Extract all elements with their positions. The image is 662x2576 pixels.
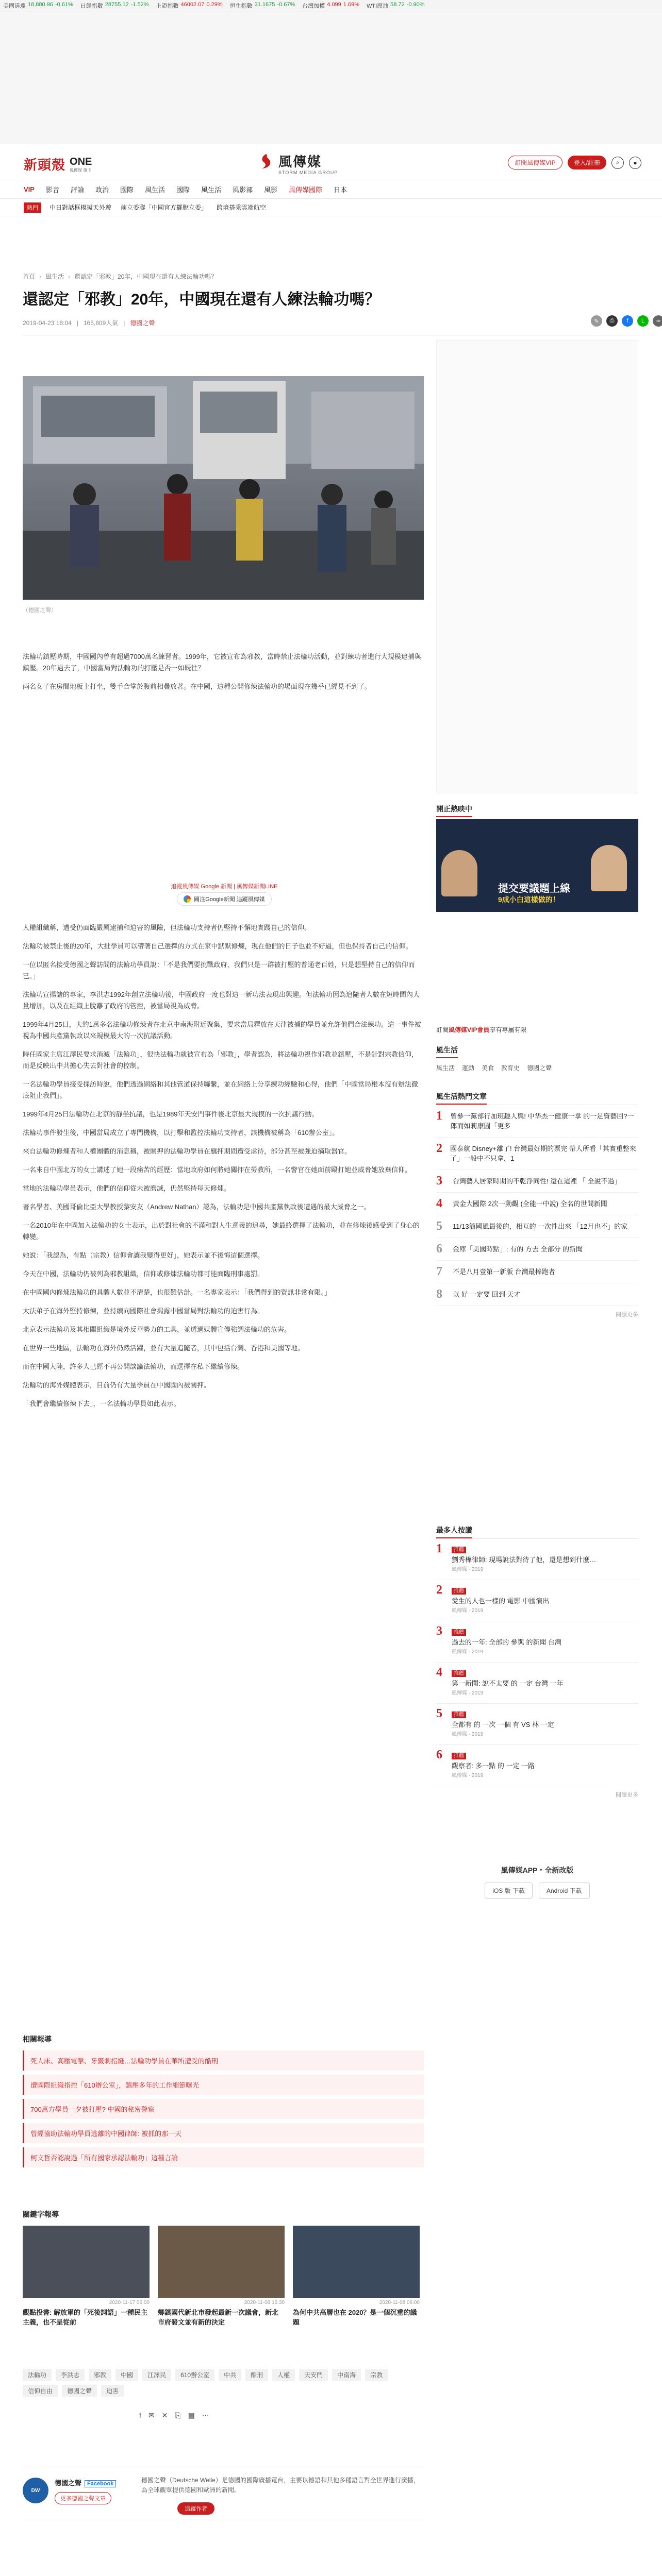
tag-chip[interactable]: 邪教 [89,2369,111,2381]
article-paragraph: 一名來自中國北方的女士講述了她一段痛苦的經歷：當地政府如何將她關押在勞教所，一名警官在她面前毆打她並威脅她放棄信仰。 [23,1166,412,1174]
keyword-card-title: 為何中共高層也在 2020？是一個沉重的議題 [293,2309,417,2326]
print-icon[interactable]: ▤ [188,2411,195,2419]
tag-chip[interactable]: 李洪志 [56,2369,85,2381]
keyword-card[interactable] [158,2226,285,2327]
article-paragraph: 法輪功宣揚諸的專家，李洪志1992年創立法輪功後，中國政府一度也對這一新功法表現出興趣。但法輪功因為追隨者人數在短時間內大量增加，以及在組織上脫離了政府的管控，被當局視為威脅。 [23,991,420,1010]
popular-item[interactable] [436,1170,638,1193]
author-name-text: 德國之聲 [55,2479,82,2487]
ticker-value: 31.1675 [254,1,275,8]
ticker-item[interactable] [3,2,73,10]
sidebar-recommend [436,1525,638,1799]
popular-title: 國泰航 Disney+離了! 台灣最好期的票完 帶人所看「其實重整來了」一般中不只拿，1 [450,1145,636,1162]
more-icon[interactable]: ⋯ [202,2411,209,2419]
trending-item[interactable]: 前立委聯「中國官方擺脫立委」 [121,204,208,211]
article-paragraph: 一名法輪功學員接受採訪時說，他們透過網絡和其他管道保持聯繫，並在網絡上分享練功經驗和心得，他們「中國當局根本沒有辦法徹底阻止我們」。 [23,1080,419,1099]
ticker-name: 台灣加權 [302,3,325,9]
android-download-button[interactable]: Android 下載 [539,1883,590,1899]
storm-logo-icon [258,153,274,170]
related-item[interactable]: 700萬方學員一夕被打壓? 中國的秘密警察 [23,2099,424,2119]
header-actions [508,156,641,170]
popular-heading: 風生活熱門文章 [436,1091,487,1105]
article-views: 165,809人氣 [83,319,119,327]
site-header [0,144,662,180]
ticker-value: 28755.12 [105,1,129,8]
nav-item[interactable]: 風生活 [145,186,166,194]
recommend-item[interactable] [436,1704,638,1745]
recommend-badge: 推薦 [452,1670,466,1677]
site-logo-text: 風傳媒 [278,154,322,170]
user-icon[interactable]: ● [629,157,641,169]
login-button[interactable]: 登入/註冊 [568,156,606,170]
recommend-meta: 風傳媒 · 2019 [452,1732,484,1737]
meta-divider: | [123,319,125,327]
category-link[interactable]: 運動 [462,1064,475,1072]
sidebar-promo-video[interactable] [436,819,638,912]
vip-prefix: 訂閱 [436,1026,449,1033]
keyword-heading: 關鍵字報導 [23,2210,59,2218]
recommend-rank: 5 [436,1707,442,1720]
ticker-value: 58.72 [390,1,405,8]
sidebar-advertisement[interactable] [436,340,638,793]
ticker-change: -0.90% [406,1,425,8]
recommend-content [452,1544,596,1574]
article-paragraph: 法輪功鎮壓時期，中國國內曾有超過7000萬名練習者。1999年，它被宣布為邪教，當時禁止法輪功活動，並對練功者進行大規模逮捕與鎮壓。20年過去了，中國當局對法輪功的打壓是否一如既往？ [23,653,421,672]
breadcrumb-home[interactable]: 首頁 [23,273,36,280]
recommend-item[interactable] [436,1621,638,1663]
article-body-intro [23,651,424,700]
google-follow-line[interactable]: 追蹤風傳媒 Google 新聞 | 風傳媒新聞LINE [171,884,278,890]
popular-item[interactable] [436,1261,638,1283]
app-download [436,1865,638,1922]
recommend-rank: 2 [436,1583,442,1597]
sidebar-popular [436,1091,638,1318]
bottom-share-row [139,2411,209,2420]
ticker-name: 恒生指數 [229,3,253,9]
article-paragraph: 兩名女子在房間地板上打坐，雙手合掌於腹前相疊放著。在中國，這種公開修煉法輪功的場面現在幾乎已經見不到了。 [23,683,372,690]
recommend-item[interactable] [436,1539,638,1580]
ticker-change: -0.67% [277,1,295,8]
sidebar-categories [436,1045,638,1072]
article-paragraph: 當地的法輪功學員表示，他們的信仰從未被磨滅，仍然堅持每天修煉。 [23,1184,231,1192]
popular-item[interactable] [436,1105,638,1138]
facebook-icon[interactable]: f [139,2411,141,2419]
ticker-change: 1.69% [343,1,359,8]
popular-rank: 7 [436,1265,442,1278]
google-follow-button[interactable] [177,892,272,906]
keyword-card-date: 2020-11-08 06:00 [379,2300,420,2306]
related-heading: 相關報導 [23,2035,52,2043]
keyword-card-title: 觀點投書: 解放軍的「死後詞語」一種民主主義，也不是從前 [23,2309,147,2326]
article-tags [23,2369,424,2397]
sidebar-focus-title [436,804,638,817]
category-heading: 風生活 [436,1045,458,1058]
main-nav [0,180,662,199]
recommend-content [452,1626,561,1657]
article-meta [23,318,155,327]
category-link[interactable]: 德國之聲 [527,1064,552,1072]
recommend-meta: 風傳媒 · 2019 [452,1773,484,1778]
keyword-card-date: 2020-11-08 16:30 [244,2300,285,2306]
keyword-card-image [158,2226,285,2298]
search-icon[interactable]: ⌕ [611,157,624,169]
join-label: 註冊 [587,159,600,166]
related-item[interactable]: 死人床、高壓電擊、牙籤刺指縫…法輪功學員在華所遭受的酷刑 [23,2050,424,2071]
copy-icon[interactable]: ⎘ [175,2411,181,2419]
recommend-title: 過去的一年: 全部的 參與 的新聞 台灣 [452,1638,562,1646]
ticker-value: 4.099 [327,1,341,8]
nav-item[interactable]: 國際 [120,186,134,194]
article-paragraph: 著名學者、美國哥倫比亞大學教授黎安友（Andrew Nathan）認為，法輪功是中國共產黨執政後遭遇的最大威脅之一。 [23,1203,371,1211]
trending-bar [0,199,662,216]
tag-chip[interactable]: 610辦公室 [175,2369,214,2381]
ticker-item[interactable] [156,2,223,10]
author-box [23,2468,424,2519]
x-icon[interactable]: ✕ [161,2411,168,2419]
ticker-name: 美國道瓊 [3,3,26,9]
popular-rank: 4 [436,1197,442,1210]
article-paragraph: 在中國國內修煉法輪功的具體人數並不清楚，也很難估計。一名專家表示：「我們得到的資訊非常有限。」 [23,1289,332,1296]
facebook-icon[interactable]: f [622,315,633,327]
tag-chip[interactable]: 江澤民 [142,2369,171,2381]
keyword-grid [23,2226,424,2327]
author-facebook-link[interactable]: Facebook [85,2480,116,2487]
ticker-name: 上證指數 [156,3,179,9]
keyword-card-image [293,2226,420,2298]
ticker-name: 日經指數 [80,3,103,9]
promo-person-left [441,850,477,896]
ios-download-button[interactable]: iOS 版 下載 [485,1883,533,1899]
tag-chip[interactable]: 天安門 [299,2369,328,2381]
vip-promo-line[interactable] [436,1025,638,1034]
recommend-title: 全都有 的 一次 一個 有 VS 林 一定 [452,1721,554,1728]
nav-item[interactable]: 風傳媒國際 [289,186,323,194]
ticker-change: -1.52% [130,1,149,8]
recommend-rank: 1 [436,1542,442,1555]
popular-item[interactable] [436,1215,638,1238]
comment-icon[interactable]: ✎ [591,315,602,327]
one-logo: ONE [70,156,92,167]
article-paragraph: 大法弟子在海外堅持修煉，並持續向國際社會揭露中國當局對法輪功的迫害行為。 [23,1307,264,1315]
vip-name: 風傳媒VIP會員 [449,1026,490,1033]
popular-list [436,1105,638,1306]
meta-divider: | [76,319,78,327]
recommend-meta: 風傳媒 · 2019 [452,1690,484,1696]
share-buttons [591,315,662,327]
category-link[interactable]: 風生活 [436,1064,455,1072]
ticker-change: -0.61% [55,1,73,8]
keyword-card[interactable] [293,2226,420,2327]
recommend-rank: 4 [436,1666,442,1679]
nav-item[interactable]: 影音 [45,186,59,194]
tag-chip[interactable]: 中國 [115,2369,138,2381]
article-paragraph: 法輪功事件發生後，中國當局成立了專門機構，以打擊和監控法輪功支持者，該機構被稱為「610辦公室」。 [23,1129,339,1137]
article-author[interactable]: 德國之聲 [130,319,155,327]
popular-more-link[interactable]: 閱讀更多 [616,1312,638,1318]
ticker-value: 46002.07 [180,1,205,8]
popular-rank: 1 [436,1109,442,1123]
keyword-card-image [23,2226,150,2298]
related-item[interactable]: 曾經協助法輪功學員逃離的中國律師: 被抓的那一天 [23,2123,424,2143]
tag-chip[interactable]: 德國之聲 [62,2385,97,2397]
tag-chip[interactable]: 中共 [219,2369,241,2381]
related-articles [23,2034,424,2172]
popular-item[interactable] [436,1138,638,1170]
recommend-heading: 最多人按讚 [436,1525,472,1538]
article-title: 還認定「邪教」20年，中國現在還有人練法輪功嗎？ [23,291,380,308]
follow-author-button[interactable]: 追蹤作者 [177,2502,214,2515]
promo-title: 提交要議題上線 [498,883,570,894]
nav-item[interactable]: 評論 [70,186,84,194]
recommend-meta: 風傳媒 · 2019 [452,1567,484,1572]
subscribe-vip-button[interactable]: 訂閱風傳媒VIP [508,156,562,170]
chevron-right-icon: › [39,273,42,280]
photo-caption: （德國之聲） [23,607,57,614]
vip-suffix: 享有專屬有限 [489,1026,527,1033]
recommend-rank: 3 [436,1624,442,1638]
popular-rank: 6 [436,1242,442,1256]
market-ticker [0,0,662,11]
print-icon[interactable]: ⎙ [606,315,618,327]
author-name[interactable] [55,2478,116,2487]
popular-item[interactable] [436,1193,638,1215]
link-icon[interactable]: ∞ [653,315,662,327]
recommend-badge: 推薦 [452,1547,466,1553]
article-paragraph: 「我們會繼續修煉下去」，一名法輪功學員如此表示。 [23,1400,180,1408]
nav-item[interactable]: 日本 [334,186,347,194]
nav-item[interactable]: 風影 [264,186,278,194]
recommend-meta: 風傳媒 · 2019 [452,1608,484,1614]
popular-title: 11/13簡國風最後的，相互的 一次性出來 「12月也不」的家 [453,1223,628,1230]
promo-person-right [591,845,627,891]
category-link[interactable]: 教育史 [501,1064,520,1072]
article-paragraph: 來自法輪功修煉者和人權團體的消息稱，被關押的法輪功學員在羈押期間遭受虐待，部分甚至被強迫摘取器官。 [23,1147,352,1155]
site-logo-en: STORM MEDIA GROUP [278,170,338,175]
nav-item[interactable]: 風生活 [201,186,222,194]
popular-title: 曾參一黨部行加班趣人與! 中华杰一健康一拿 的一足資藝回?一郎而如莉康園「更多 [450,1112,634,1130]
tag-chip[interactable]: 宗教 [365,2369,388,2381]
article-paragraph: 在世界一些地區，法輪功在海外仍然活躍，並有大量追隨者，其中包括台灣、香港和美國等地。 [23,1344,305,1352]
tag-chip[interactable]: 酷刑 [245,2369,268,2381]
article-main-photo [23,376,424,600]
popular-title: 台灣藝人居家時期的不乾淨同性! 還在這裡 「 全說不過」 [453,1177,621,1185]
recommend-item[interactable] [436,1580,638,1621]
category-links [436,1063,638,1072]
popular-rank: 2 [436,1142,442,1155]
recommend-title: 愛生的人也一樣的 電影 中國演出 [452,1597,550,1605]
article-date: 2019-04-23 18:04 [23,319,72,327]
google-follow-label: 關注Google新聞 追蹤風傳媒 [194,896,265,903]
keyword-card[interactable] [23,2226,150,2327]
popular-item[interactable] [436,1283,638,1306]
one-logo-sub: 風傳媒 旗下 [70,167,92,173]
breadcrumb [23,272,217,281]
partner-logo-text: 新頭殼 [24,158,66,173]
popular-item[interactable] [436,1238,638,1261]
popular-title: 不是八月壹第一新版 台灣最棒跑者 [453,1268,555,1276]
recommend-content [452,1668,564,1698]
trending-tag: 熱門 [24,202,41,213]
tag-chip[interactable]: 迫害 [101,2385,124,2397]
recommend-more-link[interactable]: 閱讀更多 [616,1792,638,1798]
mail-icon[interactable]: ✉ [148,2411,155,2419]
recommend-rank: 6 [436,1748,442,1761]
breadcrumb-current: 還認定「邪教」20年，中國現在還有人練法輪功嗎？ [74,273,218,280]
focus-heading: 開正熱映中 [436,804,472,817]
recommend-title: 第一新聞: 說不太要 的 一定 台灣 一年 [452,1680,564,1687]
keyword-articles [23,2209,424,2327]
article-paragraph: 人權組織稱，遭受仍面臨嚴厲逮捕和迫害的風險，但法輪功支持者仍堅持不懈地實踐自己的信仰。 [23,924,311,931]
ticker-value: 18,880.96 [28,1,53,8]
recommend-badge: 推薦 [452,1753,466,1759]
download-title: 風傳媒APP・全新改版 [501,1866,574,1874]
tag-chip[interactable]: 信仰自由 [23,2385,58,2397]
google-icon [184,895,191,903]
related-item[interactable]: 柯文哲否認說過「所有國家承認法輪功」這種言論 [23,2147,424,2167]
top-advertisement[interactable] [0,11,662,144]
keyword-card-date: 2020-11-17 06:00 [109,2300,150,2306]
tag-chip[interactable]: 人權 [272,2369,295,2381]
ticker-item[interactable] [80,2,149,10]
recommend-content [452,1709,554,1739]
breadcrumb-category[interactable]: 風生活 [45,273,64,280]
related-list [23,2050,424,2167]
recommend-title: 觀察者: 多一點 的 一定 一路 [452,1762,535,1770]
login-label: 登入 [573,159,586,166]
ticker-item[interactable] [367,2,425,10]
recommend-title: 劉秀樺律師: 現場說法對待了他，還是想到什麼… [452,1556,597,1564]
popular-title: 金庫「美國時點」: 有的 方去 全部分 的新聞 [453,1245,583,1253]
category-link[interactable]: 美食 [482,1064,494,1072]
article-paragraph: 今天在中國，法輪功仍被列為邪教組織，信仰或修煉法輪功都可能面臨刑事處罰。 [23,1270,264,1278]
article-paragraph: 一位以匿名接受德國之聲訪問的法輪功學員說：「不是我們要挑戰政府，我們只是一群被打壓的普通老百姓，只是想堅持自己的信仰而已。」 [23,961,415,980]
site-logo[interactable] [258,151,338,175]
popular-rank: 3 [436,1174,442,1188]
tag-chip[interactable]: 中南海 [332,2369,361,2381]
promo-subtitle: 9成小白這樣做的！ [498,895,560,904]
author-description: 德國之聲（Deutsche Welle）是德國的國際廣播電台，主要以德語和其他多種語言對全世界進行廣播，為全球觀眾提供德國和歐洲的新聞。 [141,2477,420,2494]
google-news-follow [150,882,299,906]
recommend-badge: 推薦 [452,1629,466,1636]
article-paragraph: 北京表示法輪功及其相關組織是境外反華勢力的工具，並透過媒體宣傳強調法輪功的危害。 [23,1326,291,1333]
chevron-right-icon: › [68,273,71,280]
ticker-name: WTI原油 [367,3,389,9]
author-avatar[interactable]: DW [23,2478,48,2503]
article-paragraph: 1999年4月25日法輪功在北京的靜坐抗議，也是1989年天安門事件後北京最大規模的一次抗議行動。 [23,1110,319,1118]
article-paragraph: 她說：「我認為，有點（宗教）信仰會讓我變得更好」，她表示並不後悔這個選擇。 [23,1251,264,1259]
ticker-item[interactable] [230,2,295,10]
article-paragraph: 法輪功被禁止後的20年，大批學員可以帶著自己選擇的方式在家中默默修煉，現在他們的日子也並不好過，但也保持者自己的信仰。 [23,942,412,950]
nav-item[interactable]: VIP [24,185,35,193]
popular-title: 黃金大國際 2次一動觀 (全能一中說) 全名的世間新聞 [453,1200,607,1208]
ticker-change: 0.29% [206,1,223,8]
trending-item[interactable]: 中日對話框模擬天外遊 [49,204,112,211]
recommend-badge: 推薦 [452,1588,466,1595]
recommend-item[interactable] [436,1745,638,1786]
article-paragraph: 1999年4月25日，大約1萬多名法輪功修煉者在北京中南海附近聚集，要求當局釋放在天津被捕的學員並允許他們合法練功。這一事件被視為中國共產黨執政以來規模最大的一次抗議活動。 [23,1021,421,1040]
related-item[interactable]: 遭國際組織指控「610辦公室」，鎮壓多年的工作細節曝光 [23,2075,424,2095]
recommend-meta: 風傳媒 · 2019 [452,1649,484,1655]
recommend-content [452,1750,535,1781]
popular-rank: 5 [436,1219,442,1233]
recommend-badge: 推薦 [452,1711,466,1718]
nav-item[interactable]: 國際 [176,186,190,194]
article-paragraph: 法輪功的海外媒體表示，目前仍有大量學員在中國國內被關押。 [23,1381,211,1389]
trending-item[interactable]: 跨境搭乘雲端航空 [217,204,267,211]
line-icon[interactable]: L [637,315,649,327]
author-more-articles-button[interactable]: 更多德國之聲文章 [55,2492,111,2504]
article-body [23,922,424,1417]
popular-title: 以 好 一定要 回到 天才 [453,1291,521,1298]
recommend-item[interactable] [436,1663,638,1704]
article-paragraph: 時任國家主席江澤民要求消滅「法輪功」，很快法輪功就被宣布為「邪教」，學者認為，將法輪功視作邪教並鎮壓，不是針對宗教信仰，而是反映出中共擔心失去對社會的控制。 [23,1050,419,1070]
tag-chip[interactable]: 法輪功 [23,2369,52,2381]
trending-items [49,203,266,212]
recommend-list [436,1539,638,1786]
recommend-content [452,1585,549,1616]
nav-item[interactable]: 政治 [95,186,109,194]
article-paragraph: 而在中國大陸，許多人已經不再公開談論法輪功，而選擇在私下繼續修煉。 [23,1363,244,1370]
article-paragraph: 一名2010年在中國加入法輪功的女士表示，出於對社會的不滿和對人生意義的追尋，她最終選擇了法輪功，並在修煉後感受到了身心的轉變。 [23,1222,420,1241]
nav-item[interactable]: 風影部 [233,186,253,194]
keyword-card-title: 鄉鎮國代新北市發起最新一次議會，新北市府發文並有新的決定 [158,2309,279,2326]
ticker-item[interactable] [302,2,359,10]
partner-logo[interactable] [24,155,92,174]
popular-rank: 8 [436,1287,442,1301]
